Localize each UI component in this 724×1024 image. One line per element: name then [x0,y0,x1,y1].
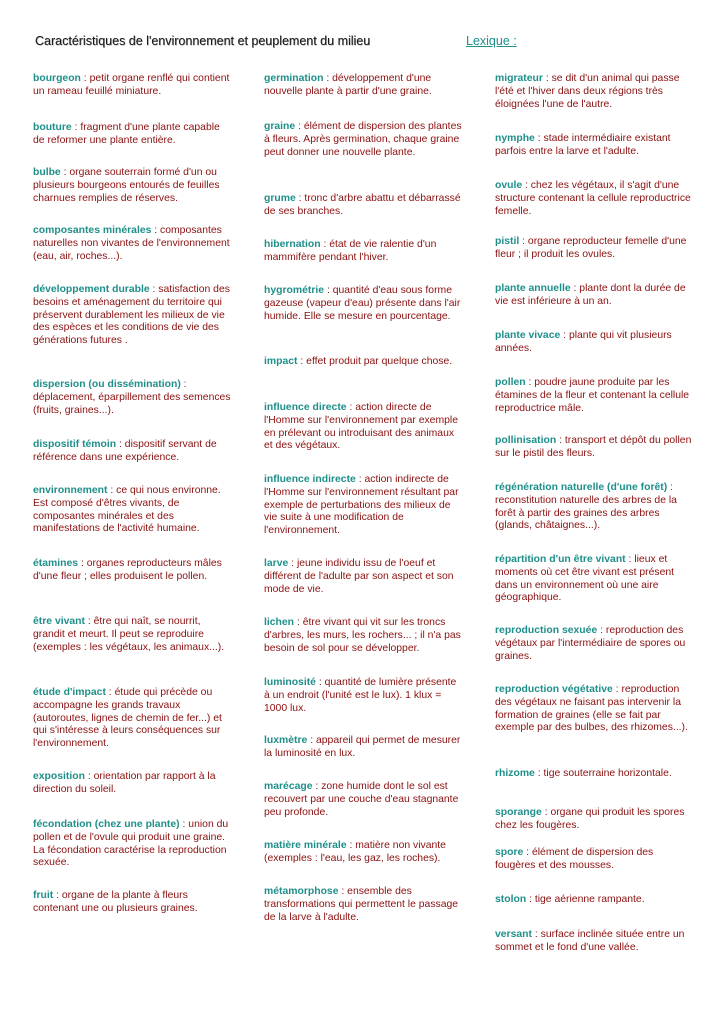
glossary-entry [495,482,695,533]
glossary-entry [33,284,233,348]
glossary-definition: : orientation par rapport à la direction du soleil. [33,771,216,795]
glossary-entry [264,73,464,99]
glossary-definition: : tige aérienne rampante. [526,894,645,905]
glossary-term: influence directe [264,402,347,413]
glossary-definition: : transport et dépôt du pollen sur le pistil des fleurs. [495,435,692,459]
glossary-term: versant [495,929,532,940]
glossary-entry [495,133,695,159]
glossary-term: dispersion (ou dissémination) [33,379,181,390]
glossary-definition: : union du pollen et de l'ovule qui produit une graine. La fécondation caractérise la reproduction sexuée. [33,819,229,869]
glossary-definition: : satisfaction des besoins et aménagement du territoire qui préservent durablement les milieux de vie des espèces et les conditions de vie des générations futures . [33,284,230,347]
glossary-definition: : reconstitution naturelle des arbres de la forêt à partir des graines des arbres (glands, châtaignes...). [495,482,677,532]
glossary-definition: : reproduction des végétaux ne faisant pas intervenir la formation de graines (elle se fait par exemple par des bulbes, des rhizomes...). [495,684,688,734]
glossary-entry [264,402,464,453]
glossary-entry [495,377,695,415]
glossary-definition: : composantes naturelles non vivantes de l'environnement (eau, air, roches...). [33,225,230,262]
glossary-definition: : surface inclinée située entre un sommet et le fond d'une vallée. [495,929,685,953]
glossary-entry [33,225,233,263]
glossary-term: impact [264,356,298,367]
glossary-term: luxmètre [264,735,308,746]
glossary-entry [33,73,233,99]
glossary-definition: : quantité de lumière présente à un endroit (l'unité est le lux). 1 klux = 1000 lux. [264,677,457,714]
glossary-definition: : action indirecte de l'Homme sur l'environnement résultant par exemple de perturbations des milieux de vie suite à une modification de l'environnement. [264,474,459,537]
glossary-entry [495,554,695,605]
glossary-definition: : organe de la plante à fleurs contenant une ou plusieurs graines. [33,890,198,914]
glossary-entry [33,890,233,916]
glossary-term: rhizome [495,768,535,779]
glossary-definition: : ensemble des transformations qui permettent le passage de la larve à l'adulte. [264,886,459,923]
glossary-definition: : chez les végétaux, il s'agit d'une structure contenant la cellule reproductrice femelle. [495,180,691,217]
glossary-term: matière minérale [264,840,347,851]
glossary-definition: : tronc d'arbre abattu et débarrassé de ses branches. [264,193,461,217]
glossary-term: grume [264,193,296,204]
glossary-term: pollen [495,377,526,388]
glossary-term: environnement [33,485,108,496]
glossary-entry [495,236,695,262]
glossary-entry [495,625,695,663]
glossary-entry [33,687,233,751]
glossary-definition: : dispositif servant de référence dans une expérience. [33,439,217,463]
glossary-entry [264,121,464,159]
glossary-term: dispositif témoin [33,439,117,450]
glossary-entry [495,894,695,907]
glossary-entry [495,807,695,833]
glossary-definition: : action directe de l'Homme sur l'environnement par exemple en prélevant ou introduisant des animaux et des végétaux. [264,402,458,452]
glossary-definition: : déplacement, éparpillement des semences (fruits, graines...). [33,379,231,416]
glossary-entry [264,617,464,655]
glossary-entry [33,558,233,584]
glossary-term: reproduction végétative [495,684,613,695]
glossary-entry [33,485,233,536]
page-title: Caractéristiques de l'environnement et peuplement du milieu [35,34,371,48]
glossary-entry [264,193,464,219]
glossary-entry [33,439,233,465]
glossary-term: étude d'impact [33,687,106,698]
glossary-entry [33,616,233,654]
glossary-term: luminosité [264,677,316,688]
glossary-term: fruit [33,890,54,901]
glossary-definition: : élément de dispersion des fougères et des mousses. [495,847,654,871]
glossary-term: spore [495,847,524,858]
glossary-term: bulbe [33,167,61,178]
glossary-term: bourgeon [33,73,81,84]
glossary-definition: : stade intermédiaire existant parfois entre la larve et l'adulte. [495,133,671,157]
glossary-term: marécage [264,781,313,792]
glossary-entry [495,73,695,111]
glossary-term: lichen [264,617,295,628]
glossary-term: graine [264,121,296,132]
glossary-definition: : zone humide dont le sol est recouvert par une couche d'eau stagnante peu profonde. [264,781,459,818]
glossary-definition: : être vivant qui vit sur les troncs d'arbres, les murs, les rochers... ; il n'a pas besoin de sol pour se développer. [264,617,461,654]
glossary-entry [264,781,464,819]
glossary-entry [264,677,464,715]
glossary-term: sporange [495,807,542,818]
glossary-definition: : étude qui précède ou accompagne les grands travaux (autoroutes, lignes de chemin de fer...) et qui s'intéresse à leurs conséquences sur l'environnement. [33,687,222,750]
glossary-term: influence indirecte [264,474,356,485]
glossary-definition: : plante qui vit plusieurs années. [495,330,672,354]
glossary-term: exposition [33,771,85,782]
glossary-definition: : organe reproducteur femelle d'une fleur ; il produit les ovules. [495,236,687,260]
glossary-entry [495,180,695,218]
glossary-definition: : plante dont la durée de vie est inférieure à un an. [495,283,686,307]
glossary-definition: : jeune individu issu de l'oeuf et différent de l'adulte par son aspect et son mode de vie. [264,558,454,595]
glossary-term: répartition d'un être vivant [495,554,626,565]
glossary-term: nymphe [495,133,535,144]
glossary-term: composantes minérales [33,225,152,236]
glossary-term: reproduction sexuée [495,625,598,636]
glossary-entry [495,929,695,955]
glossary-entry [33,379,233,417]
glossary-entry [33,122,233,148]
glossary-entry [495,847,695,873]
glossary-entry [495,283,695,309]
glossary-entry [264,840,464,866]
glossary-entry [495,330,695,356]
glossary-definition: : quantité d'eau sous forme gazeuse (vapeur d'eau) présente dans l'air humide. Elle se mesure en pourcentage. [264,285,461,322]
glossary-definition: : appareil qui permet de mesurer la luminosité en lux. [264,735,461,759]
glossary-definition: : état de vie ralentie d'un mammifère pendant l'hiver. [264,239,437,263]
glossary-term: germination [264,73,324,84]
glossary-definition: : petit organe renflé qui contient un rameau feuillé miniature. [33,73,230,97]
glossary-term: être vivant [33,616,85,627]
glossary-definition: : être qui naît, se nourrit, grandit et meurt. Il peut se reproduire (exemples : les végétaux, les animaux...). [33,616,225,653]
glossary-definition: : effet produit par quelque chose. [297,356,453,367]
glossary-entry [264,474,464,538]
glossary-entry [264,558,464,596]
glossary-definition: : tige souterraine horizontale. [534,768,672,779]
glossary-term: métamorphose [264,886,339,897]
glossary-term: larve [264,558,289,569]
glossary-term: stolon [495,894,527,905]
glossary-term: développement durable [33,284,150,295]
glossary-definition: : reproduction des végétaux par l'intermédiaire de spores ou graines. [495,625,686,662]
glossary-term: fécondation (chez une plante) [33,819,180,830]
glossary-entry [495,684,695,735]
glossary-term: pistil [495,236,520,247]
glossary-entry [264,356,464,369]
glossary-term: bouture [33,122,72,133]
glossary-definition: : lieux et moments où cet être vivant est présent dans un environnement où une aire géographique. [495,554,675,604]
glossary-entry [33,771,233,797]
lexique-heading: Lexique : [466,34,517,48]
glossary-definition: : organe qui produit les spores chez les fougères. [495,807,685,831]
glossary-term: plante vivace [495,330,561,341]
glossary-entry [495,435,695,461]
glossary-term: étamines [33,558,79,569]
glossary-definition: : poudre jaune produite par les étamines de la fleur et contenant la cellule reproductrice mâle. [495,377,690,414]
glossary-entry [33,167,233,205]
glossary-definition: : matière non vivante (exemples : l'eau, les gaz, les roches). [264,840,446,864]
glossary-term: hygrométrie [264,285,325,296]
glossary-term: régénération naturelle (d'une forêt) [495,482,668,493]
glossary-term: ovule [495,180,523,191]
glossary-definition: : ce qui nous environne. Est composé d'êtres vivants, de composantes minérales et des manifestations de l'activité humaine. [33,485,221,535]
glossary-entry [495,768,695,781]
glossary-term: hibernation [264,239,321,250]
glossary-definition: : développement d'une nouvelle plante à partir d'une graine. [264,73,432,97]
glossary-term: plante annuelle [495,283,571,294]
glossary-definition: : organes reproducteurs mâles d'une fleur ; elles produisent le pollen. [33,558,222,582]
glossary-definition: : se dit d'un animal qui passe l'été et l'hiver dans deux régions très éloignées l'une de l'autre. [495,73,680,110]
glossary-definition: : fragment d'une plante capable de reformer une plante entière. [33,122,220,146]
glossary-entry [33,819,233,870]
glossary-entry [264,735,464,761]
glossary-definition: : organe souterrain formé d'un ou plusieurs bourgeons entourés de feuilles charnues remplies de réserves. [33,167,220,204]
glossary-term: migrateur [495,73,543,84]
glossary-entry [264,239,464,265]
glossary-entry [264,886,464,924]
glossary-definition: : élément de dispersion des plantes à fleurs. Après germination, chaque graine peut donner une nouvelle plante. [264,121,462,158]
glossary-entry [264,285,464,323]
glossary-term: pollinisation [495,435,557,446]
